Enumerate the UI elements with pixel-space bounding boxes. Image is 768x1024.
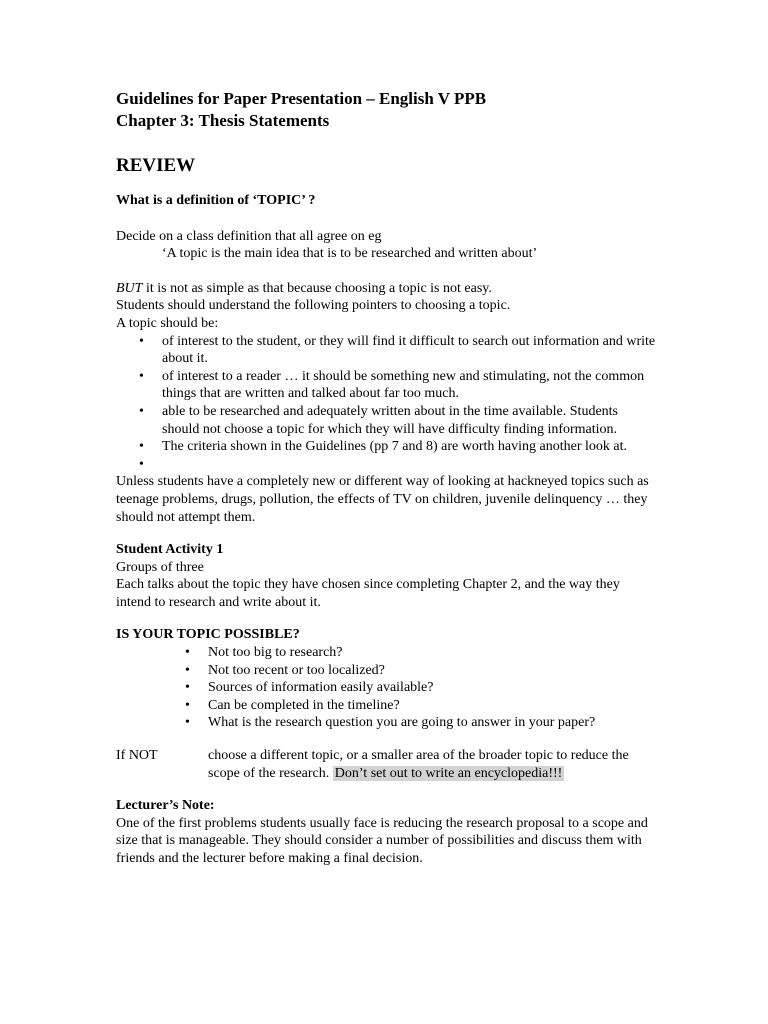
list-item (116, 662, 656, 680)
spacer (116, 782, 656, 797)
spacer (116, 263, 656, 280)
list-item (116, 438, 656, 456)
list-item-text: of interest to the student, or they will find it difficult to search out information and write about it. (162, 333, 656, 367)
groups-line: Groups of three (116, 559, 204, 575)
student-activity-heading: Student Activity 1 (116, 542, 224, 558)
bullet-dot-icon: • (139, 368, 144, 384)
but-line (116, 280, 656, 298)
list-item-text: of interest to a reader … it should be something new and stimulating, not the common things that are written and talked about far too much. (162, 368, 645, 402)
list-item (116, 697, 656, 715)
spacer (116, 210, 656, 228)
review-heading: REVIEW (116, 155, 196, 176)
list-item-text: What is the research question you are going to answer in your paper? (208, 715, 596, 731)
activity-description: Each talks about the topic they have chosen since completing Chapter 2, and the way they intend to research and write about it. (116, 577, 620, 610)
document-page (116, 88, 656, 868)
decide-line: Decide on a class definition that all agree on eg (116, 228, 382, 244)
bullet-dot-icon: • (185, 645, 190, 661)
bullet-dot-icon: • (185, 680, 190, 696)
document-title-line-1: Guidelines for Paper Presentation – English V PPB (116, 89, 487, 108)
spacer (116, 732, 656, 747)
list-item (116, 456, 656, 474)
list-item (116, 714, 656, 732)
bullet-dot-icon: • (139, 439, 144, 455)
bullet-dot-icon: • (185, 697, 190, 713)
students-line: Students should understand the following pointers to choosing a topic. (116, 298, 511, 314)
topic-criteria-list (116, 333, 656, 474)
if-not-block (116, 747, 656, 782)
lecturer-note-heading: Lecturer’s Note: (116, 798, 215, 814)
encyclopedia-warning-highlight: Don’t set out to write an encyclopedia!!! (334, 765, 563, 781)
list-item-text: The criteria shown in the Guidelines (pp 7 and 8) are worth having another look at. (162, 439, 627, 455)
topic-possible-heading: IS YOUR TOPIC POSSIBLE? (116, 627, 300, 643)
topic-possible-list (116, 644, 656, 732)
bullet-dot-icon: • (139, 456, 144, 472)
but-word: BUT (116, 280, 143, 296)
bullet-dot-icon: • (139, 333, 144, 349)
spacer (116, 526, 656, 541)
unless-paragraph: Unless students have a completely new or different way of looking at hackneyed topics such as teenage problems, drugs, pollution, the effects of TV on children, juvenile delinquency … they should not attempt them. (116, 474, 649, 525)
list-item-text (162, 457, 166, 472)
topic-definition-question: What is a definition of ‘TOPIC’ ? (116, 193, 316, 208)
list-item (116, 368, 656, 403)
lecturer-note-text: One of the first problems students usually face is reducing the research proposal to a scope and size that is manageable. They should consider a number of possibilities and discuss them with friends and the lecturer before making a final decision. (116, 815, 648, 866)
bullet-dot-icon: • (185, 662, 190, 678)
if-not-text (208, 747, 656, 782)
list-item (116, 679, 656, 697)
list-item-text: able to be researched and adequately written about in the time available. Students should not choose a topic for which they will have difficulty finding information. (162, 403, 618, 437)
list-item (116, 333, 656, 368)
if-not-instruction: choose a different topic, or a smaller area of the broader topic to reduce the scope of the research. (208, 748, 629, 781)
list-item-text: Sources of information easily available? (208, 680, 434, 696)
topic-quote: ‘A topic is the main idea that is to be researched and written about’ (162, 246, 538, 262)
topic-should-be-line: A topic should be: (116, 315, 219, 331)
list-item-text: Not too recent or too localized? (208, 662, 385, 678)
but-rest: it is not as simple as that because choosing a topic is not easy. (142, 280, 492, 296)
bullet-dot-icon: • (139, 403, 144, 419)
list-item (116, 644, 656, 662)
list-item-text: Not too big to research? (208, 645, 343, 661)
document-title-line-2: Chapter 3: Thesis Statements (116, 111, 330, 130)
bullet-dot-icon: • (185, 715, 190, 731)
list-item-text: Can be completed in the timeline? (208, 697, 400, 713)
list-item (116, 403, 656, 438)
if-not-label: If NOT (116, 748, 158, 764)
spacer (116, 611, 656, 626)
